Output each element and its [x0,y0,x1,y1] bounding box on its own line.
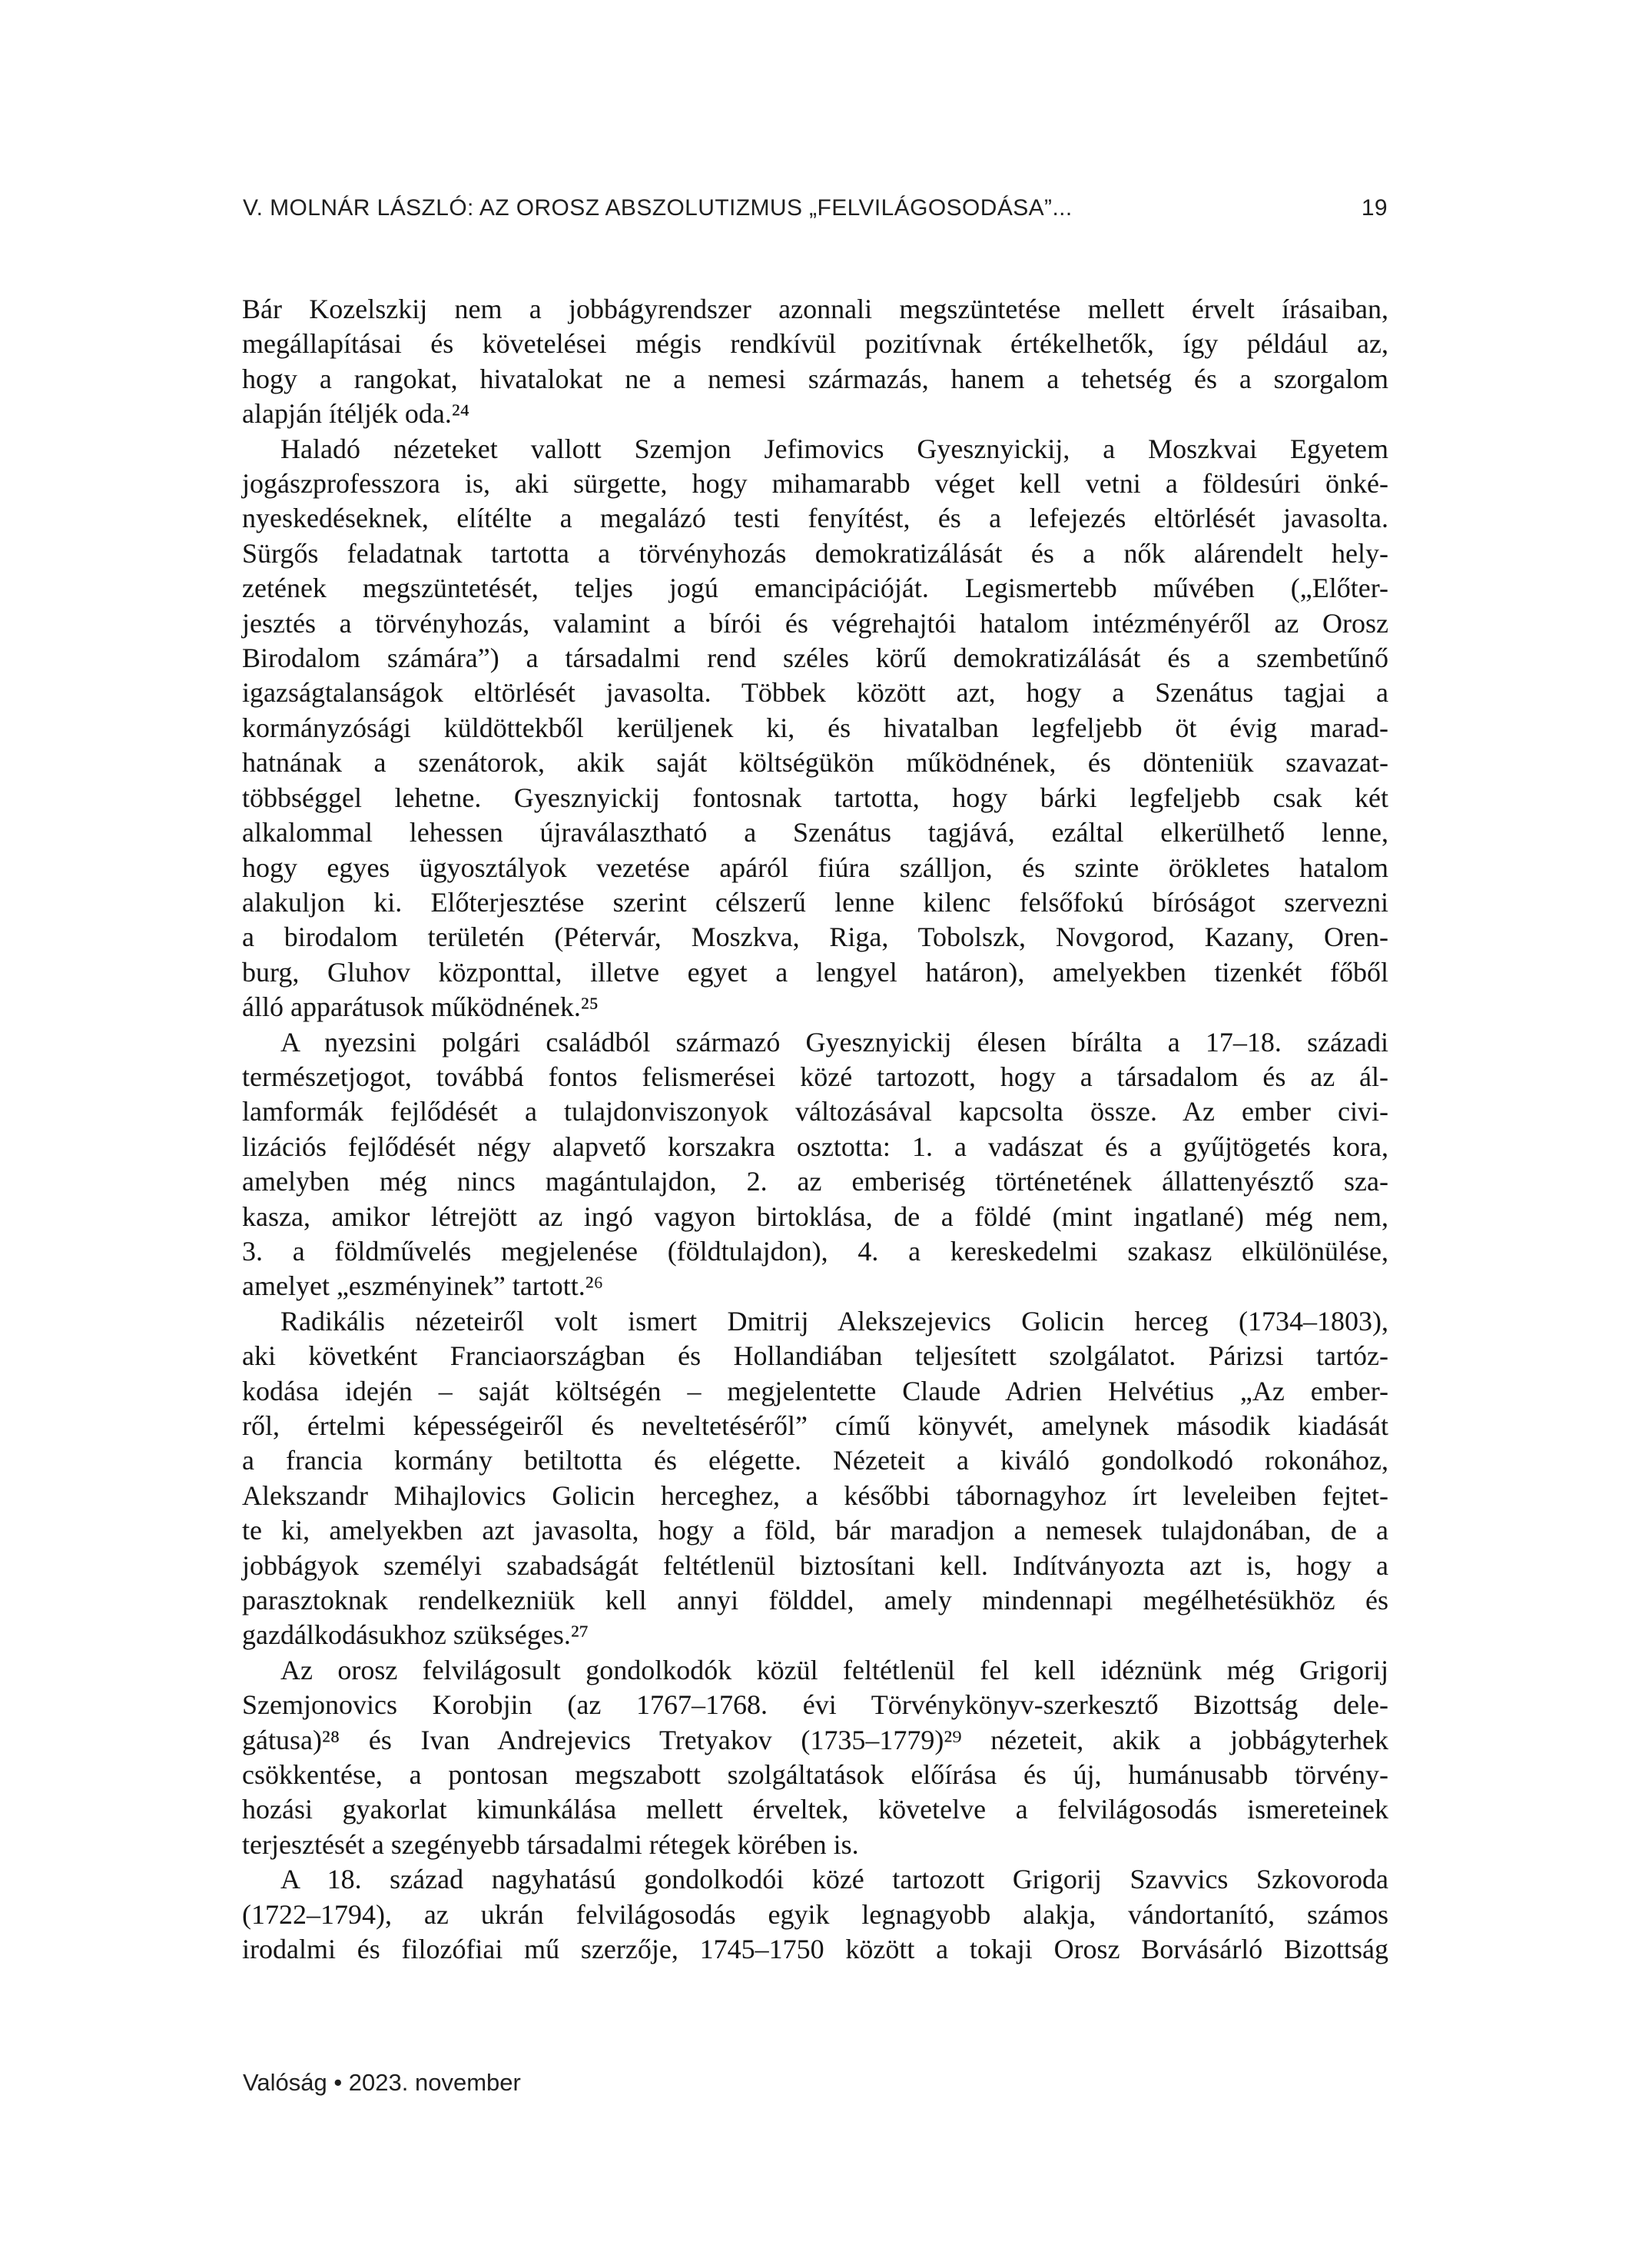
text-line: kodása idején – saját költségén – megjelentette Claude Adrien Helvétius „Az ember- [242,1375,1388,1406]
text-line: amelyben még nincs magántulajdon, 2. az emberiség történetének állattenyésztő sza- [242,1166,1388,1197]
text-line: Az orosz felvilágosult gondolkodók közül feltétlenül fel kell idéznünk még Grigorij [280,1654,1388,1685]
text-line: a birodalom területén (Pétervár, Moszkva, Riga, Tobolszk, Novgorod, Kazany, Oren- [242,921,1388,953]
text-line: többséggel lehetne. Gyesznyickij fontosnak tartotta, hogy bárki legfeljebb csak két [242,782,1388,813]
text-line: hogy egyes ügyosztályok vezetése apáról fiúra szálljon, és szinte örökletes hatalom [242,852,1388,883]
text-line: alakuljon ki. Előterjesztése szerint célszerű lenne kilenc felsőfokú bíróságot szervezni [242,886,1388,918]
text-line: amelyet „eszményinek” tartott.²⁶ [242,1270,604,1302]
paragraph [242,432,1388,1025]
text-line: jogászprofesszora is, aki sürgette, hogy mihamarabb véget kell vetni a földesúri önké- [242,468,1388,500]
text-line: Sürgős feladatnak tartotta a törvényhozás demokratizálását és a nők alárendelt hely- [242,537,1388,569]
text-line: (1722–1794), az ukrán felvilágosodás egyik legnagyobb alakja, vándortanító, számos [242,1898,1388,1930]
text-line: megállapításai és követelései mégis rendkívül pozitívnak értékelhetők, így például az, [242,328,1388,360]
text-line: gazdálkodásukhoz szükséges.²⁷ [242,1619,589,1651]
running-header-title: V. MOLNÁR LÁSZLÓ: AZ OROSZ ABSZOLUTIZMUS „FELVILÁGOSODÁSA”... [243,195,1073,221]
running-footer-text: Valóság • 2023. november [243,2069,521,2096]
text-line: jesztés a törvényhozás, valamint a bírói és végrehajtói hatalom intézményéről az Orosz [242,607,1388,639]
text-line: A 18. század nagyhatású gondolkodói közé tartozott Grigorij Szavvics Szkovoroda [280,1864,1388,1895]
text-line: Szemjonovics Korobjin (az 1767–1768. évi Törvénykönyv-szerkesztő Bizottság dele- [242,1689,1388,1721]
paragraph [242,1653,1388,1862]
text-line: a francia kormány betiltotta és elégette. Nézeteit a kiváló gondolkodó rokonához, [242,1445,1388,1476]
text-line: kormányzósági küldöttekből kerüljenek ki, és hivatalban legfeljebb öt évig marad- [242,712,1388,743]
text-line: Haladó nézeteket vallott Szemjon Jefimovics Gyesznyickij, a Moszkvai Egyetem [280,433,1388,464]
text-line: lamformák fejlődését a tulajdonviszonyok változásával kapcsolta össze. Az ember civi- [242,1096,1388,1127]
text-line: hatnának a szenátorok, akik saját költségükön működnének, és dönteniük szavazat- [242,747,1388,779]
text-line: ről, értelmi képességeiről és neveltetéséről” című könyvét, amelynek második kiadását [242,1410,1388,1441]
text-line: csökkentése, a pontosan megszabott szolgáltatások előírása és új, humánusabb törvény- [242,1759,1388,1791]
text-line: Alekszandr Mihajlovics Golicin herceghez, a későbbi tábornagyhoz írt leveleiben fejtet- [242,1479,1388,1511]
text-line: hogy a rangokat, hivatalokat ne a nemesi származás, hanem a tehetség és a szorgalom [242,363,1388,394]
text-line: kasza, amikor létrejött az ingó vagyon birtoklása, de a földé (mint ingatlané) még nem, [242,1200,1388,1232]
text-line: terjesztését a szegényebb társadalmi rétegek körében is. [242,1828,859,1860]
paragraph [242,1025,1388,1304]
text-line: alapján ítéljék oda.²⁴ [242,398,470,430]
running-header [243,195,1388,221]
running-footer [243,2069,521,2097]
text-line: gátusa)²⁸ és Ivan Andrejevics Tretyakov (1735–1779)²⁹ nézeteit, akik a jobbágyterhek [242,1724,1388,1755]
text-line: igazságtalanságok eltörlését javasolta. Többek között azt, hogy a Szenátus tagjai a [242,677,1388,709]
text-line: 3. a földművelés megjelenése (földtulajdon), 4. a kereskedelmi szakasz elkülönülése, [242,1235,1388,1267]
document-body [242,292,1388,1967]
text-line: Bár Kozelszkij nem a jobbágyrendszer azonnali megszüntetése mellett érvelt írásaiban, [242,294,1388,324]
text-line: parasztoknak rendelkezniük kell annyi földdel, amely mindennapi megélhetésükhöz és [242,1585,1388,1616]
text-line: Birodalom számára”) a társadalmi rend széles körű demokratizálását és a szembetűnő [242,643,1388,674]
text-line: A nyezsini polgári családból származó Gyesznyickij élesen bírálta a 17–18. századi [280,1026,1388,1058]
text-line: irodalmi és filozófiai mű szerzője, 1745–1750 között a tokaji Orosz Borvásárló Bizottság [242,1934,1388,1965]
text-line: zetének megszüntetését, teljes jogú emancipációját. Legismertebb művében („Előter- [242,573,1388,604]
paragraph [242,292,1388,432]
text-line: aki követként Franciaországban és Hollandiában teljesített szolgálatot. Párizsi tartóz- [242,1340,1388,1372]
paragraph [242,1862,1388,1967]
text-line: Radikális nézeteiről volt ismert Dmitrij Alekszejevics Golicin herceg (1734–1803), [280,1305,1388,1337]
text-line: nyeskedéseknek, elítélte a megalázó testi fenyítést, és a lefejezés eltörlését javasolta. [242,503,1388,534]
page-number: 19 [1361,195,1388,221]
paragraph [242,1304,1388,1653]
text-line: te ki, amelyekben azt javasolta, hogy a föld, bár maradjon a nemesek tulajdonában, de a [242,1515,1388,1546]
text-line: természetjogot, továbbá fontos felismerései közé tartozott, hogy a társadalom és az ál- [242,1061,1388,1092]
text-line: álló apparátusok működnének.²⁵ [242,991,599,1023]
text-line: lizációs fejlődését négy alapvető korszakra osztotta: 1. a vadászat és a gyűjtögetés kora, [242,1131,1388,1162]
text-line: jobbágyok személyi szabadságát feltétlenül biztosítani kell. Indítványozta azt is, hogy a [242,1549,1388,1581]
text-line: alkalommal lehessen újraválasztható a Szenátus tagjává, ezáltal elkerülhető lenne, [242,817,1388,848]
text-line: hozási gyakorlat kimunkálása mellett érveltek, követelve a felvilágosodás ismereteinek [242,1794,1388,1825]
text-line: burg, Gluhov központtal, illetve egyet a lengyel határon), amelyekben tizenkét főből [242,956,1388,988]
